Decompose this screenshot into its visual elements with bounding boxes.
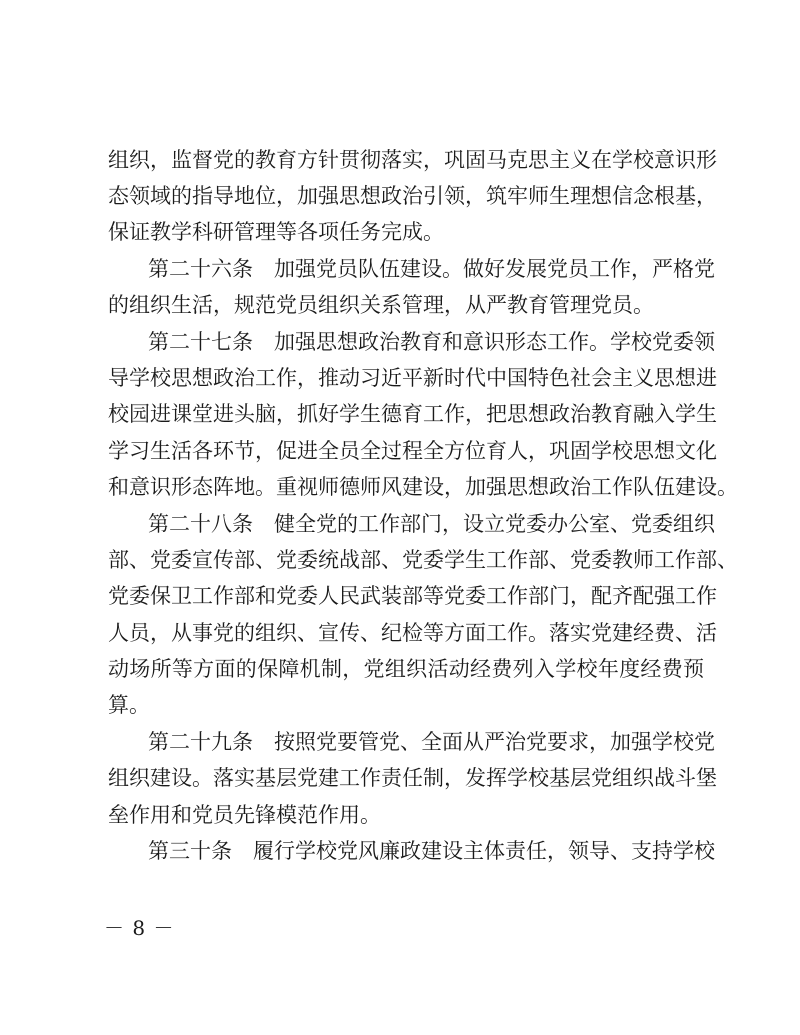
article-28-line-5: 动场所等方面的保障机制，党组织活动经费列入学校年度经费预 bbox=[108, 657, 704, 681]
article-28-line-6: 算。 bbox=[108, 693, 150, 717]
text-line-1: 组织，监督党的教育方针贯彻落实，巩固马克思主义在学校意识形 bbox=[108, 148, 717, 172]
text-line-3: 保证教学科研管理等各项任务完成。 bbox=[108, 220, 444, 244]
article-28-line-4: 人员，从事党的组织、宣传、纪检等方面工作。落实党建经费、活 bbox=[108, 621, 717, 645]
article-29-line-1: 第二十九条 按照党要管党、全面从严治党要求，加强学校党 bbox=[148, 730, 715, 754]
article-28-line-1: 第二十八条 健全党的工作部门，设立党委办公室、党委组织 bbox=[148, 512, 715, 536]
article-26-line-2: 的组织生活，规范党员组织关系管理，从严教育管理党员。 bbox=[108, 293, 654, 317]
article-27-line-4: 学习生活各环节，促进全员全过程全方位育人，巩固学校思想文化 bbox=[108, 439, 717, 463]
article-28-line-2: 部、党委宣传部、党委统战部、党委学生工作部、党委教师工作部、 bbox=[108, 548, 738, 572]
article-30-line-1: 第三十条 履行学校党风廉政建设主体责任，领导、支持学校 bbox=[148, 839, 715, 863]
article-27-line-1: 第二十七条 加强思想政治教育和意识形态工作。学校党委领 bbox=[148, 330, 715, 354]
article-29-line-3: 垒作用和党员先锋模范作用。 bbox=[108, 803, 381, 827]
article-27-line-5: 和意识形态阵地。重视师德师风建设，加强思想政治工作队伍建设。 bbox=[108, 475, 738, 499]
article-27-line-2: 导学校思想政治工作，推动习近平新时代中国特色社会主义思想进 bbox=[108, 366, 717, 390]
article-26-line-1: 第二十六条 加强党员队伍建设。做好发展党员工作，严格党 bbox=[148, 257, 715, 281]
article-29-line-2: 组织建设。落实基层党建工作责任制，发挥学校基层党组织战斗堡 bbox=[108, 766, 717, 790]
page-number: － 8 － bbox=[104, 916, 175, 940]
article-28-line-3: 党委保卫工作部和党委人民武装部等党委工作部门，配齐配强工作 bbox=[108, 584, 717, 608]
text-line-2: 态领域的指导地位，加强思想政治引领，筑牢师生理想信念根基， bbox=[108, 184, 717, 208]
article-27-line-3: 校园进课堂进头脑，抓好学生德育工作，把思想政治教育融入学生 bbox=[108, 402, 717, 426]
